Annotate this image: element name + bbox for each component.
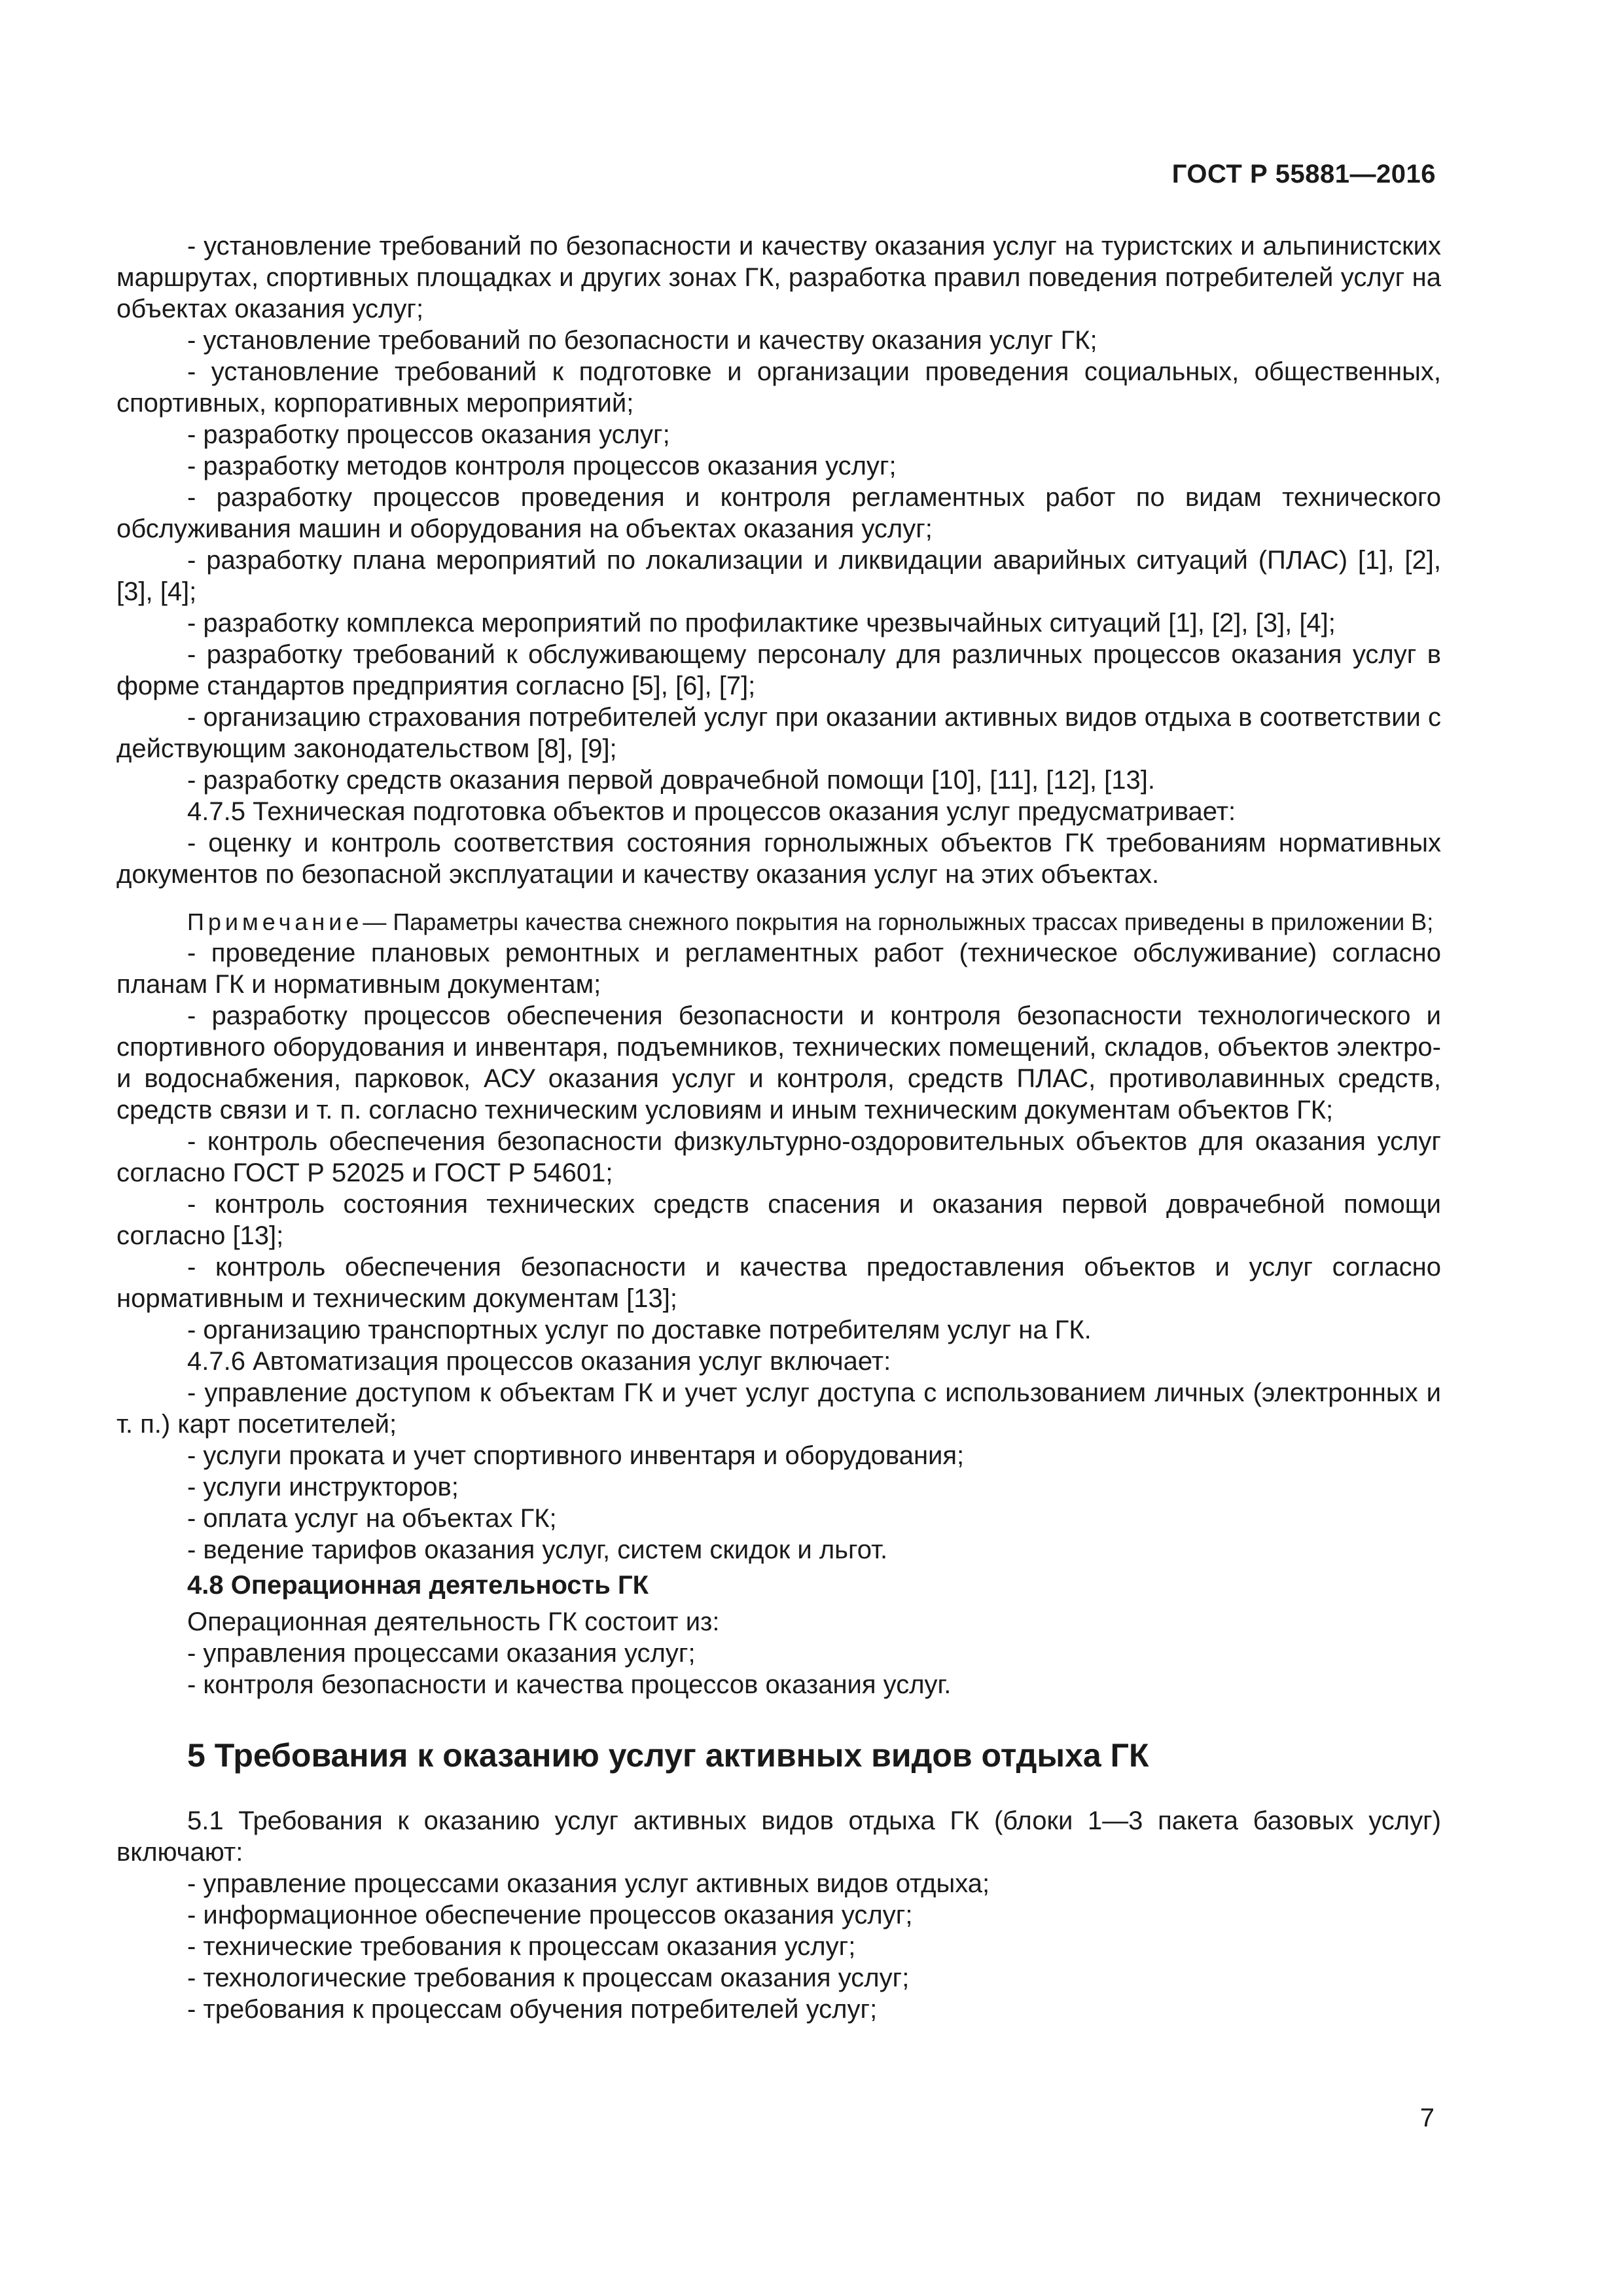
document-body [116, 230, 1441, 2025]
paragraph: - управления процессами оказания услуг; [187, 1639, 696, 1668]
paragraph: - оплата услуг на объектах ГК; [187, 1504, 557, 1533]
paragraph: - разработку комплекса мероприятий по профилактике чрезвычайных ситуаций [1], [2], [3], [4]; [187, 609, 1336, 637]
paragraph: - установление требований по безопасности и качеству оказания услуг на туристских и альпинистских маршрутах, спортивных площадках и других зонах ГК, разработка правил поведения потребителей услуг на объектах оказания услуг; [116, 232, 1441, 323]
note-label: Примечание [187, 908, 363, 935]
paragraph: Операционная деятельность ГК состоит из: [187, 1607, 720, 1636]
paragraph: - проведение плановых ремонтных и регламентных работ (техническое обслуживание) согласно планам ГК и нормативным документам; [116, 939, 1441, 999]
paragraph: 4.7.6 Автоматизация процессов оказания услуг включает: [187, 1347, 891, 1376]
section-heading-5: 5 Требования к оказанию услуг активных видов отдыха ГК [187, 1737, 1149, 1774]
paragraph: 4.7.5 Техническая подготовка объектов и процессов оказания услуг предусматривает: [187, 797, 1236, 826]
paragraph: - установление требований к подготовке и организации проведения социальных, общественных, спортивных, корпоративных мероприятий; [116, 357, 1441, 418]
paragraph: - услуги проката и учет спортивного инвентаря и оборудования; [187, 1441, 965, 1470]
paragraph: - технологические требования к процессам оказания услуг; [187, 1964, 910, 1992]
paragraph: - управление процессами оказания услуг активных видов отдыха; [187, 1869, 990, 1898]
paragraph: - разработку плана мероприятий по локализации и ликвидации аварийных ситуаций (ПЛАС) [1], [2], [3], [4]; [116, 546, 1441, 606]
paragraph: - разработку процессов оказания услуг; [187, 420, 670, 449]
paragraph: - организацию транспортных услуг по доставке потребителям услуг на ГК. [187, 1316, 1092, 1344]
paragraph: - технические требования к процессам оказания услуг; [187, 1932, 856, 1961]
paragraph: - разработку требований к обслуживающему персоналу для различных процессов оказания услуг в форме стандартов предприятия согласно [5], [6], [7]; [116, 640, 1441, 700]
paragraph: - контроль состояния технических средств спасения и оказания первой доврачебной помощи согласно [13]; [116, 1190, 1441, 1250]
paragraph: - контроль обеспечения безопасности и качества предоставления объектов и услуг согласно нормативным и техническим документам [13]; [116, 1253, 1441, 1313]
paragraph: - информационное обеспечение процессов оказания услуг; [187, 1901, 913, 1929]
paragraph: - разработку методов контроля процессов оказания услуг; [187, 452, 897, 480]
note-text: — Параметры качества снежного покрытия на горнолыжных трассах приведены в приложении В; [363, 908, 1434, 935]
paragraph: - контроля безопасности и качества процессов оказания услуг. [187, 1670, 952, 1699]
paragraph: - разработку процессов обеспечения безопасности и контроля безопасности технологического и спортивного оборудования и инвентаря, подъемников, технических помещений, складов, объектов электро- и водоснабжения, парковок, АСУ оказания услуг и контроля, средств ПЛАС, противолавинных средств, средств связи и т. п. согласно техническим условиям и иным техническим документам объектов ГК; [116, 1001, 1441, 1124]
paragraph: - контроль обеспечения безопасности физкультурно-оздоровительных объектов для оказания услуг согласно ГОСТ Р 52025 и ГОСТ Р 54601; [116, 1127, 1441, 1187]
paragraph: - требования к процессам обучения потребителей услуг; [187, 1995, 878, 2024]
paragraph: - услуги инструкторов; [187, 1473, 459, 1501]
document-code: ГОСТ Р 55881—2016 [1171, 160, 1436, 188]
paragraph: - установление требований по безопасности и качеству оказания услуг ГК; [187, 326, 1097, 355]
paragraph: - ведение тарифов оказания услуг, систем скидок и льгот. [187, 1535, 888, 1564]
paragraph: 5.1 Требования к оказанию услуг активных видов отдыха ГК (блоки 1—3 пакета базовых услуг) включают: [116, 1806, 1441, 1867]
paragraph: - разработку процессов проведения и контроля регламентных работ по видам технического обслуживания машин и оборудования на объектах оказания услуг; [116, 483, 1441, 543]
section-heading-4-8: 4.8 Операционная деятельность ГК [187, 1571, 649, 1600]
page-number: 7 [1419, 2104, 1435, 2132]
paragraph: - разработку средств оказания первой доврачебной помощи [10], [11], [12], [13]. [187, 766, 1155, 795]
note [116, 908, 1441, 936]
paragraph: - организацию страхования потребителей услуг при оказании активных видов отдыха в соответствии с действующим законодательством [8], [9]; [116, 703, 1441, 763]
paragraph: - оценку и контроль соответствия состояния горнолыжных объектов ГК требованиям нормативных документов по безопасной эксплуатации и качеству оказания услуг на этих объектах. [116, 829, 1441, 889]
paragraph: - управление доступом к объектам ГК и учет услуг доступа с использованием личных (электронных и т. п.) карт посетителей; [116, 1378, 1441, 1439]
